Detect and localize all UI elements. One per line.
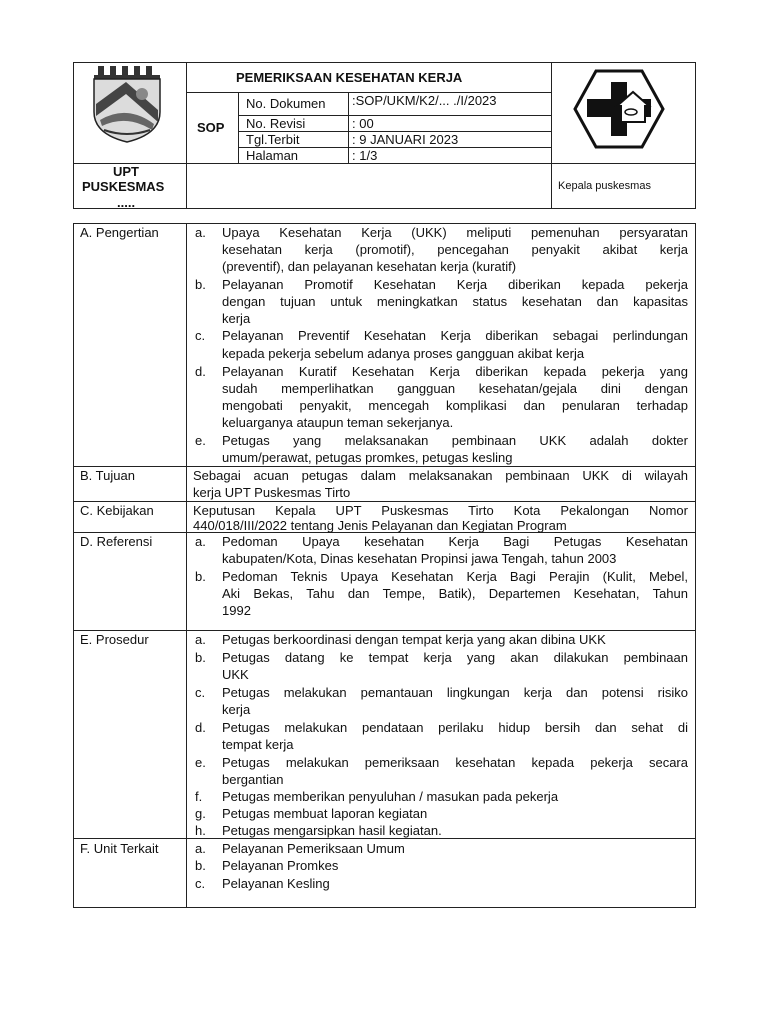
list-item-line: Pelayanan Promkes xyxy=(222,858,339,873)
list-item-line: Pelayanan Kesling xyxy=(222,876,330,891)
list-item-line: Petugas memberikan penyuluhan / masukan pada pekerja xyxy=(222,789,559,804)
list-marker: b. xyxy=(195,650,206,665)
list-marker: h. xyxy=(195,823,206,838)
meta-label-dokumen: No. Dokumen xyxy=(246,96,326,111)
puskesmas-logo xyxy=(573,68,665,150)
list-item-line: tempat kerja xyxy=(222,737,294,752)
list-item-line: Petugas yang melaksanakan pembinaan UKK adalah dokter xyxy=(222,433,688,448)
meta-value-revisi: : 00 xyxy=(352,116,374,131)
list-marker: b. xyxy=(195,277,206,292)
meta-value-halaman: : 1/3 xyxy=(352,148,378,163)
list-item-line: 1992 xyxy=(222,603,251,618)
list-item-line: Pelayanan Promotif Kesehatan Kerja diberikan kepada pekerja xyxy=(222,277,688,292)
section-label-pengertian: A. Pengertian xyxy=(80,225,159,240)
list-marker: c. xyxy=(195,876,206,891)
list-marker: d. xyxy=(195,720,206,735)
list-item-line: keluarganya ataupun teman sekerjanya. xyxy=(222,415,454,430)
list-item-line: kepada pekerja sebelum adanya proses gangguan akibat kerja xyxy=(222,346,585,361)
meta-value-dokumen: :SOP/UKM/K2/... ./I/2023 xyxy=(352,93,497,108)
list-item-line: Petugas membuat laporan kegiatan xyxy=(222,806,428,821)
meta-label-revisi: No. Revisi xyxy=(246,116,306,131)
list-marker: f. xyxy=(195,789,203,804)
section-label-referensi: D. Referensi xyxy=(80,534,153,549)
org-name-line2: PUSKESMAS xyxy=(82,179,165,194)
list-marker: c. xyxy=(195,685,206,700)
list-item-line: kerja xyxy=(222,702,251,717)
list-marker: g. xyxy=(195,806,206,821)
tujuan-line: kerja UPT Puskesmas Tirto xyxy=(193,485,351,500)
list-item-line: UKK xyxy=(222,667,249,682)
meta-value-terbit: : 9 JANUARI 2023 xyxy=(352,132,459,147)
city-emblem-logo xyxy=(90,64,164,144)
list-marker: b. xyxy=(195,569,206,584)
list-marker: d. xyxy=(195,364,206,379)
section-label-unit-terkait: F. Unit Terkait xyxy=(80,841,159,856)
list-item-line: Petugas datang ke tempat kerja yang akan dilakukan pembinaan xyxy=(222,650,688,665)
list-marker: a. xyxy=(195,841,206,856)
list-item-line: Petugas melakukan pendataan perilaku hidup bersih dan sehat di xyxy=(222,720,688,735)
org-name-line3: ..... xyxy=(117,195,136,210)
section-label-tujuan: B. Tujuan xyxy=(80,468,135,483)
section-label-kebijakan: C. Kebijakan xyxy=(80,503,154,518)
list-marker: b. xyxy=(195,858,206,873)
list-item-line: Pelayanan Kuratif Kesehatan Kerja diberikan kepada pekerja yang xyxy=(222,364,688,379)
list-item-line: Petugas mengarsipkan hasil kegiatan. xyxy=(222,823,442,838)
list-item-line: Pelayanan Pemeriksaan Umum xyxy=(222,841,405,856)
signer-title: Kepala puskesmas xyxy=(558,180,651,192)
kebijakan-line: 440/018/III/2022 tentang Jenis Pelayanan dan Kegiatan Program xyxy=(193,518,567,533)
list-item-line: Petugas melakukan pemantauan lingkungan kerja dan potensi risiko xyxy=(222,685,688,700)
list-item-line: (preventif), dan pelayanan kesehatan kerja (kuratif) xyxy=(222,259,517,274)
list-item-line: Upaya Kesehatan Kerja (UKK) meliputi pemenuhan persyaratan xyxy=(222,225,688,240)
list-item-line: kerja xyxy=(222,311,251,326)
tujuan-line: Sebagai acuan petugas dalam melaksanakan pembinaan UKK di wilayah xyxy=(193,468,688,483)
list-item-line: Pelayanan Preventif Kesehatan Kerja diberikan sebagai perlindungan xyxy=(222,328,688,343)
list-item-line: Petugas berkoordinasi dengan tempat kerja yang akan dibina UKK xyxy=(222,632,606,647)
list-item-line: sudah memperlihatkan gangguan kesehatan/gejala dini dengan xyxy=(222,381,688,396)
list-marker: a. xyxy=(195,534,206,549)
list-item-line: kesehatan kerja (promotif), pencegahan penyakit akibat kerja xyxy=(222,242,688,257)
list-item-line: Petugas melakukan pemeriksaan kesehatan kepada pekerja secara xyxy=(222,755,688,770)
section-label-prosedur: E. Prosedur xyxy=(80,632,149,647)
list-marker: e. xyxy=(195,433,206,448)
list-marker: c. xyxy=(195,328,206,343)
list-item-line: kabupaten/Kota, Dinas kesehatan Propinsi jawa Tengah, tahun 2003 xyxy=(222,551,617,566)
list-item-line: umum/perawat, petugas promkes, petugas kesling xyxy=(222,450,513,465)
list-item-line: Aki Bekas, Tahu dan Tempe, Batik), Departemen Kesehatan, Tahun xyxy=(222,586,688,601)
document-title: PEMERIKSAAN KESEHATAN KERJA xyxy=(236,70,463,85)
list-marker: a. xyxy=(195,225,206,240)
list-marker: a. xyxy=(195,632,206,647)
meta-label-terbit: Tgl.Terbit xyxy=(246,132,300,147)
list-item-line: mengobati penyakit, mencegah komplikasi dan penularan terhadap xyxy=(222,398,688,413)
sop-label: SOP xyxy=(197,120,225,135)
list-marker: e. xyxy=(195,755,206,770)
org-name-line1: UPT xyxy=(113,164,139,179)
list-item-line: bergantian xyxy=(222,772,284,787)
list-item-line: dengan tujuan untuk meningkatkan status kesehatan dan kapasitas xyxy=(222,294,688,309)
list-item-line: Pedoman Teknis Upaya Kesehatan Kerja Bagi Perajin (Kulit, Mebel, xyxy=(222,569,688,584)
list-item-line: Pedoman Upaya kesehatan Kerja Bagi Petugas Kesehatan xyxy=(222,534,688,549)
kebijakan-line: Keputusan Kepala UPT Puskesmas Tirto Kota Pekalongan Nomor xyxy=(193,503,688,518)
meta-label-halaman: Halaman xyxy=(246,148,299,163)
